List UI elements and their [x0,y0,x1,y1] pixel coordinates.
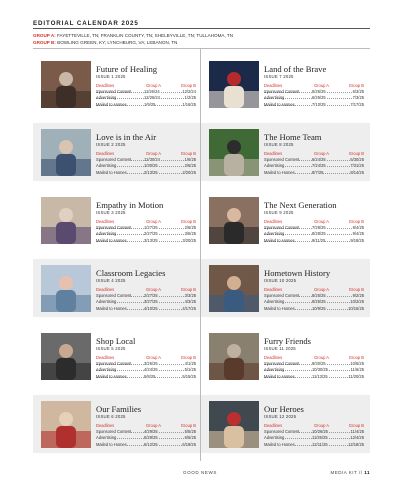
group-a-date: 3/13/25 [144,237,158,243]
issue-card [201,55,370,113]
issue-number: ISSUE 7 2025 [264,74,294,79]
deadline-table [96,423,196,448]
deadline-table [264,423,364,448]
row-label: Sponsored Content [264,429,300,434]
issue-photo [41,265,91,312]
group-b-date: 11/20/25 [348,373,364,379]
mailed-to-homes-row [96,306,196,312]
group-b-date: 12/4/25 [350,435,364,441]
group-b-heading: Group B [348,83,364,88]
group-b-date: 5/1/25 [184,367,196,373]
group-a-date: 12/26/24 [144,95,160,101]
issue-number: ISSUE 2 2025 [96,142,126,147]
group-a-heading: Group A [314,423,330,428]
group-b-date: 2/6/25 [184,225,196,230]
group-a-heading: Group A [146,423,162,428]
group-a-date: 10/30/25 [312,367,328,373]
issue-photo [209,333,259,380]
group-a-date: 8/25/25 [312,293,326,298]
group-b-date: 10/2/25 [350,299,364,305]
row-label: Advertising [96,435,117,441]
issue-number: ISSUE 12 2025 [264,414,297,419]
group-legend [33,32,233,46]
deadline-table [96,219,196,244]
deadlines-heading: Deadlines [264,355,283,360]
group-a-date: 6/24/25 [312,157,326,162]
row-label: Mailed to Homes [264,373,295,379]
row-label: Advertising [96,231,117,237]
deadlines-heading: Deadlines [96,219,115,224]
row-label: Sponsored Content [96,429,132,434]
group-a-date: 11/26/25 [312,435,328,441]
row-label: Mailed to Homes [264,169,295,175]
row-label: Mailed to Homes [96,373,127,379]
issue-number: ISSUE 9 2025 [264,210,294,215]
row-label: Advertising [96,163,117,169]
group-b-date: 4/3/25 [184,299,196,305]
group-a-date: 4/10/25 [144,305,158,311]
issue-number: ISSUE 4 2025 [96,278,126,283]
issue-number: ISSUE 1 2025 [96,74,126,79]
group-b-heading: Group B [348,151,364,156]
deadline-table [264,355,364,380]
row-label: Mailed to Homes [264,237,295,243]
group-a-text: FAYETTEVILLE, TN; FRANKLIN COUNTY, TN; SHELBYVILLE, TN; TULLAHOMA, TN [57,33,234,38]
group-a-date: 7/24/25 [312,163,326,169]
group-b-date: 11/4/25 [350,429,364,434]
row-label: Advertising [96,367,117,373]
group-a-date: 10/9/25 [312,305,326,311]
group-a-date: 3/27/25 [144,299,158,305]
issue-photo [209,265,259,312]
group-b-date: 2/6/25 [184,163,196,169]
group-b-date: 4/17/25 [182,305,196,311]
group-a-date: 7/10/25 [312,101,326,107]
mailed-to-homes-row [96,238,196,244]
issue-photo [41,333,91,380]
group-b-date: 6/30/25 [350,157,364,162]
row-label: Sponsored Content [264,293,300,298]
deadlines-heading: Deadlines [264,287,283,292]
issue-title: Empathy in Motion [96,200,164,210]
issue-card [33,395,200,453]
deadlines-heading: Deadlines [96,423,115,428]
page-title: EDITORIAL CALENDAR 2025 [33,20,139,27]
group-b-date: 10/6/25 [350,361,364,366]
group-b-date: 7/31/25 [350,163,364,169]
mailed-to-homes-row [264,306,364,312]
mailed-to-homes-row [264,238,364,244]
mailed-to-homes-row [264,374,364,380]
deadline-table [96,355,196,380]
group-a-date: 9/30/25 [312,361,326,366]
group-a-date: 1/27/25 [144,225,158,230]
group-b-heading: Group B [348,423,364,428]
issue-photo [41,61,91,108]
group-b-heading: Group B [180,287,196,292]
group-a-date: 6/26/25 [312,95,326,101]
mailed-to-homes-row [96,170,196,176]
issue-number: ISSUE 10 2025 [264,278,297,283]
group-b-date: 4/1/25 [184,361,196,366]
issue-title: The Home Team [264,132,322,142]
group-a-date: 12/30/24 [144,157,160,162]
group-b-heading: Group B [180,355,196,360]
group-b-date: 1/16/25 [182,101,196,107]
group-a-date: 3/26/25 [144,361,158,366]
deadline-table [96,83,196,108]
deadline-table [96,287,196,312]
group-a-date: 1/9/25 [144,101,156,107]
group-b-heading: Group B [180,423,196,428]
group-b-date: 3/6/25 [184,231,196,237]
group-b-date: 3/3/25 [184,293,196,298]
issue-photo [209,401,259,448]
mailed-to-homes-row [264,442,364,448]
group-b-date: 9/2/25 [352,293,364,298]
issue-card [33,123,200,181]
issue-title: Our Heroes [264,404,304,414]
issue-title: Our Families [96,404,142,414]
group-a-date: 7/28/25 [312,225,326,230]
group-b-date: 6/3/25 [352,89,364,94]
row-label: Advertising [96,299,117,305]
groups-rule [33,48,370,49]
group-b-date: 9/18/25 [350,237,364,243]
row-label: Advertising [264,299,285,305]
group-a-date: 6/12/25 [144,441,158,447]
group-a-label: GROUP A: [33,33,56,38]
group-a-date: 1/30/25 [144,163,158,169]
group-a-date: 8/7/25 [312,169,324,175]
issue-title: Furry Friends [264,336,312,346]
issue-photo [209,129,259,176]
group-b-date: 10/16/25 [348,305,364,311]
issue-card [201,259,370,317]
issue-number: ISSUE 11 2025 [264,346,296,351]
issue-title: Land of the Brave [264,64,327,74]
group-a-date: 5/26/25 [312,89,326,94]
deadlines-heading: Deadlines [96,287,115,292]
mailed-to-homes-row [96,442,196,448]
row-label: Sponsored Content [96,89,132,94]
issue-number: ISSUE 6 2025 [96,414,126,419]
group-b-date: 12/2/24 [182,89,196,94]
issue-photo [41,401,91,448]
group-b-heading: Group B [180,151,196,156]
issue-card [201,123,370,181]
row-label: Advertising [264,231,285,237]
group-a-heading: Group A [314,287,330,292]
group-b-heading: Group B [348,287,364,292]
group-a-date: 4/24/25 [144,367,158,373]
group-b-date: 8/4/25 [352,225,364,230]
footer-kit-label: MEDIA KIT // [330,470,363,475]
issue-title: Hometown History [264,268,331,278]
group-a-date: 5/29/25 [144,435,158,441]
group-b-date: 2/20/25 [182,169,196,175]
deadline-table [96,151,196,176]
issue-photo [41,197,91,244]
issue-number: ISSUE 5 2025 [96,346,126,351]
group-a-date: 8/28/25 [312,231,326,237]
deadline-table [264,151,364,176]
row-label: Advertising [264,435,285,441]
issue-title: Classroom Legacies [96,268,166,278]
group-b-text: BOWLING GREEN, KY; LYNCHBURG, VA; LEBANON, TN [57,40,178,45]
group-a-date: 2/13/25 [144,169,158,175]
row-label: Sponsored Content [264,361,300,366]
row-label: Mailed to Homes [96,237,127,243]
row-label: Sponsored Content [264,225,300,230]
mailed-to-homes-row [264,170,364,176]
issue-card [33,191,200,249]
row-label: Sponsored Content [264,89,300,94]
group-a-heading: Group A [146,355,162,360]
group-a-date: 5/8/25 [144,373,156,379]
group-a-line [33,32,233,39]
issue-number: ISSUE 8 2025 [264,142,294,147]
deadlines-heading: Deadlines [264,219,283,224]
deadlines-heading: Deadlines [264,423,283,428]
row-label: Advertising [264,163,285,169]
row-label: Sponsored Content [96,361,132,366]
row-label: Advertising [264,367,285,373]
issue-title: Love is in the Air [96,132,157,142]
deadlines-heading: Deadlines [96,355,115,360]
issue-card [201,395,370,453]
group-b-heading: Group B [180,83,196,88]
group-a-date: 9/25/25 [312,299,326,305]
group-b-date: 6/5/25 [184,435,196,441]
deadlines-heading: Deadlines [96,83,115,88]
group-a-heading: Group A [314,83,330,88]
issue-photo [209,197,259,244]
issue-card [201,327,370,385]
group-b-date: 12/18/25 [348,441,364,447]
group-b-date: 9/4/25 [352,231,364,237]
issue-title: Shop Local [96,336,136,346]
issue-card [33,55,200,113]
row-label: Sponsored Content [96,293,132,298]
group-b-label: GROUP B: [33,40,56,45]
issue-title: The Next Generation [264,200,337,210]
group-a-date: 11/26/24 [144,89,160,94]
group-a-heading: Group A [146,83,162,88]
group-a-date: 4/29/25 [144,429,158,434]
row-label: Sponsored Content [264,157,300,162]
group-a-heading: Group A [314,355,330,360]
group-b-date: 7/17/25 [350,101,364,107]
group-a-heading: Group A [146,151,162,156]
group-b-heading: Group B [348,355,364,360]
group-a-heading: Group A [314,219,330,224]
group-a-date: 9/11/25 [312,237,326,243]
issue-title: Future of Healing [96,64,158,74]
group-a-date: 12/11/25 [312,441,328,447]
title-rule [33,28,370,29]
footer-brand: GOOD NEWS [183,470,217,475]
issue-number: ISSUE 3 2025 [96,210,126,215]
group-b-date: 1/6/25 [184,157,196,162]
group-a-date: 11/13/25 [312,373,328,379]
issue-card [201,191,370,249]
group-a-heading: Group A [146,287,162,292]
deadline-table [264,287,364,312]
deadline-table [264,83,364,108]
row-label: Advertising [96,95,117,101]
deadlines-heading: Deadlines [264,151,283,156]
row-label: Mailed to Homes [264,441,295,447]
group-b-date: 3/20/25 [182,237,196,243]
group-b-line [33,39,233,46]
group-b-date: 6/19/25 [182,441,196,447]
row-label: Mailed to Homes [96,441,127,447]
group-b-date: 1/2/25 [184,95,196,101]
group-a-heading: Group A [146,219,162,224]
row-label: Sponsored Content [96,225,132,230]
group-b-date: 11/6/25 [350,367,364,373]
deadline-table [264,219,364,244]
group-b-date: 5/15/25 [182,373,196,379]
group-a-date: 2/27/25 [144,293,158,298]
issue-photo [41,129,91,176]
row-label: Mailed to Homes [96,101,127,107]
group-a-date: 10/26/25 [312,429,328,434]
group-b-date: 7/3/25 [352,95,364,101]
group-a-heading: Group A [314,151,330,156]
row-label: Mailed to Homes [264,305,295,311]
issue-card [33,259,200,317]
row-label: Mailed to Homes [264,101,295,107]
issue-photo [209,61,259,108]
group-a-date: 2/27/25 [144,231,158,237]
group-b-heading: Group B [348,219,364,224]
footer-page [331,470,370,475]
issue-card [33,327,200,385]
page-number: 11 [364,470,370,475]
mailed-to-homes-row [96,102,196,108]
group-b-date: 5/5/25 [184,429,196,434]
group-b-heading: Group B [180,219,196,224]
group-b-date: 8/14/25 [350,169,364,175]
deadlines-heading: Deadlines [264,83,283,88]
mailed-to-homes-row [96,374,196,380]
row-label: Mailed to Homes [96,169,127,175]
deadlines-heading: Deadlines [96,151,115,156]
row-label: Advertising [264,95,285,101]
mailed-to-homes-row [264,102,364,108]
row-label: Mailed to Homes [96,305,127,311]
row-label: Sponsored Content [96,157,132,162]
